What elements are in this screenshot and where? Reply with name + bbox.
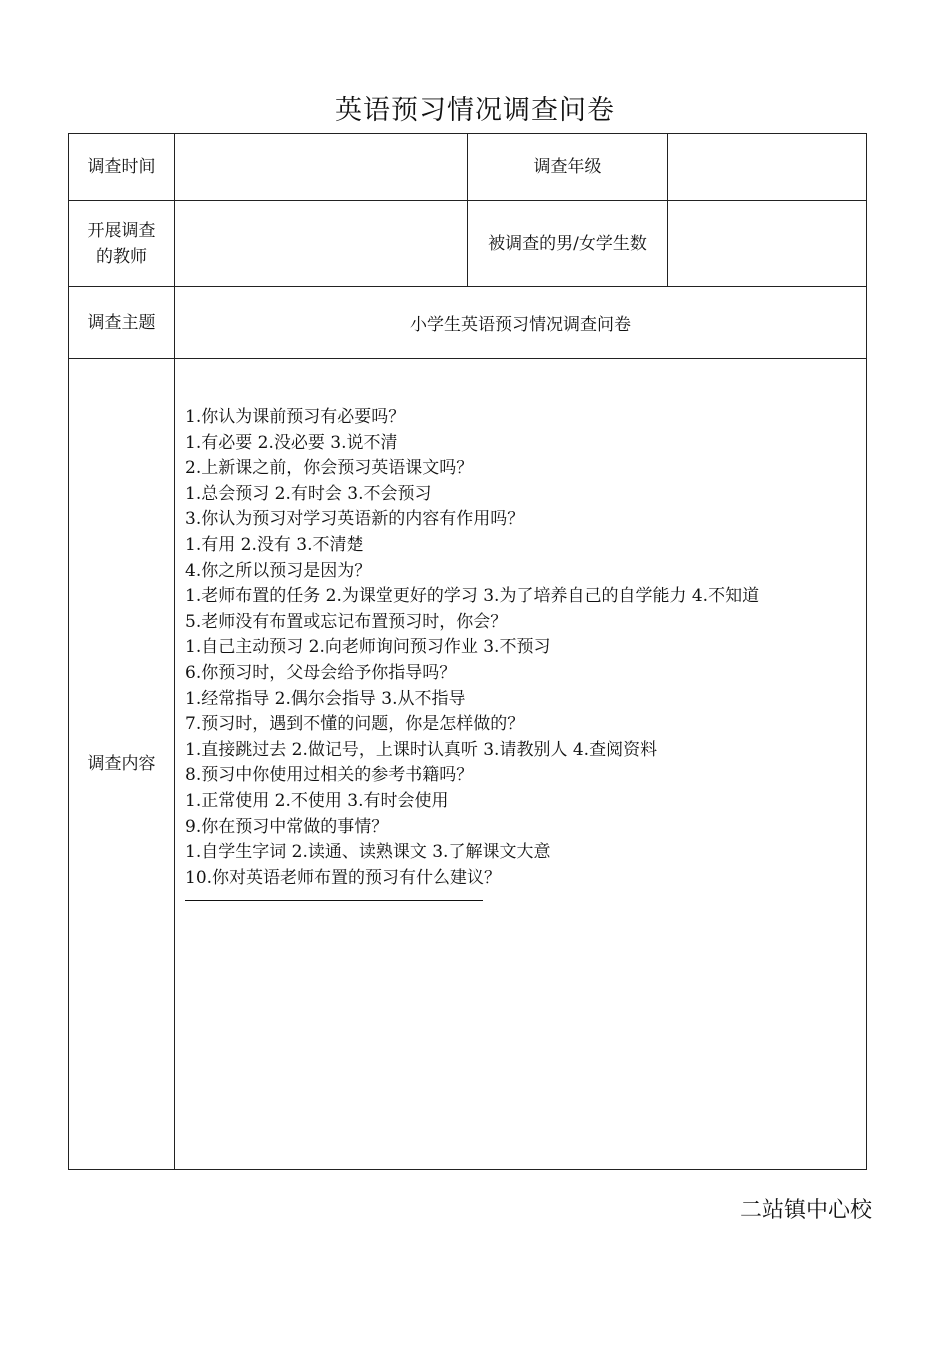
- table-row-content: [69, 359, 867, 1170]
- school-name: 二站镇中心校: [739, 1198, 872, 1223]
- table-row-teacher-students: [69, 201, 867, 287]
- list-item: 1.自学生字词 2.读通、读熟课文 3.了解课文大意: [185, 842, 551, 863]
- list-item: 1.正常使用 2.不使用 3.有时会使用: [185, 790, 449, 811]
- content-label: 调查内容: [69, 359, 175, 1170]
- list-item: 1.自己主动预习 2.向老师询问预习作业 3.不预习: [185, 637, 551, 658]
- survey-table: [68, 133, 867, 1170]
- teacher-label-line2: 的教师: [96, 246, 147, 267]
- teacher-label: [69, 201, 175, 287]
- survey-grade-field[interactable]: [668, 134, 867, 201]
- list-item: 1.总会预习 2.有时会 3.不会预习: [185, 483, 432, 504]
- content-cell: [175, 359, 867, 1170]
- list-item: 10.你对英语老师布置的预习有什么建议？: [185, 867, 502, 888]
- teacher-field[interactable]: [175, 201, 468, 287]
- table-row-time-grade: [69, 134, 867, 201]
- question-list: [185, 405, 866, 891]
- survey-grade-label: 调查年级: [468, 134, 668, 201]
- topic-label: 调查主题: [69, 287, 175, 359]
- list-item: 6.你预习时，父母会给予你指导吗？: [185, 662, 457, 683]
- list-item: 1.有必要 2.没必要 3.说不清: [185, 432, 398, 453]
- list-item: 5.老师没有布置或忘记布置预习时，你会？: [185, 611, 508, 632]
- student-count-field[interactable]: [668, 201, 867, 287]
- list-item: 7.预习时，遇到不懂的问题，你是怎样做的？: [185, 714, 525, 735]
- list-item: 2.上新课之前，你会预习英语课文吗？: [185, 458, 474, 479]
- list-item: 1.有用 2.没有 3.不清楚: [185, 534, 364, 555]
- list-item: 1.经常指导 2.偶尔会指导 3.从不指导: [185, 688, 466, 709]
- list-item: 8.预习中你使用过相关的参考书籍吗？: [185, 765, 474, 786]
- document-title: 英语预习情况调查问卷: [335, 95, 615, 126]
- survey-time-label: 调查时间: [69, 134, 175, 201]
- topic-value: 小学生英语预习情况调查问卷: [175, 287, 867, 359]
- survey-time-field[interactable]: [175, 134, 468, 201]
- list-item: 4.你之所以预习是因为？: [185, 560, 372, 581]
- student-count-label: 被调查的男/女学生数: [468, 201, 668, 287]
- answer-blank-line[interactable]: [185, 900, 483, 901]
- list-item: 1.老师布置的任务 2.为课堂更好的学习 3.为了培养自己的自学能力 4.不知道: [185, 586, 760, 607]
- list-item: 1.你认为课前预习有必要吗？: [185, 407, 406, 427]
- list-item: 3.你认为预习对学习英语新的内容有作用吗？: [185, 509, 525, 530]
- list-item: 9.你在预习中常做的事情？: [185, 816, 389, 837]
- list-item: 1.直接跳过去 2.做记号，上课时认真听 3.请教别人 4.查阅资料: [185, 739, 658, 760]
- table-row-topic: [69, 287, 867, 359]
- teacher-label-line1: 开展调查: [87, 220, 156, 241]
